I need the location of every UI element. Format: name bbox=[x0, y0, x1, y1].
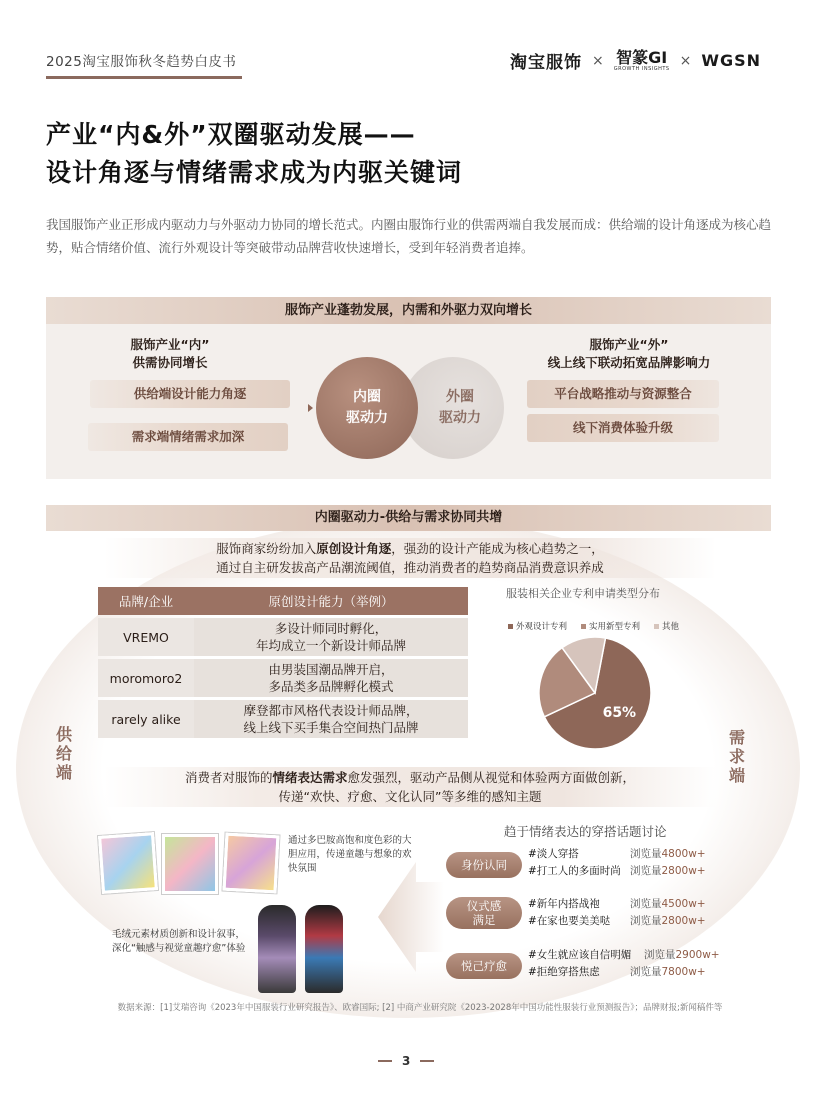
page-dash bbox=[420, 1060, 434, 1062]
legend-item bbox=[654, 620, 679, 632]
partner-logos bbox=[510, 48, 761, 73]
views-row bbox=[630, 846, 706, 863]
views-label: 浏览量 bbox=[630, 898, 662, 910]
logo-separator: × bbox=[592, 52, 604, 69]
capability-line-1: 由男装国潮品牌开启， bbox=[268, 662, 394, 677]
pie-chart-title: 服装相关企业专利申请类型分布 bbox=[506, 587, 660, 600]
legend-label: 实用新型专利 bbox=[589, 622, 641, 632]
table-header-capability: 原创设计能力（举例） bbox=[194, 587, 468, 615]
inner-circle-line-2: 驱动力 bbox=[346, 410, 388, 426]
capability-line-2: 多品类多品牌孵化模式 bbox=[268, 679, 394, 694]
topic-tag: #新年内搭战袍 bbox=[528, 898, 600, 910]
legend-item bbox=[508, 620, 567, 632]
views-label: 浏览量 bbox=[630, 848, 662, 860]
demand-banner-line-2: 传递“欢快、疗愈、文化认同”等多维的感知主题 bbox=[278, 789, 542, 804]
table-header-row bbox=[98, 587, 468, 615]
topic-self-healing bbox=[446, 953, 522, 979]
topics-title: 趋于情绪表达的穿搭话题讨论 bbox=[504, 824, 667, 839]
outer-circle-line-1: 外圈 bbox=[446, 389, 474, 405]
zhizhuan-logo-text: 智篆GI bbox=[616, 47, 668, 67]
views-value: 2800w+ bbox=[661, 865, 706, 877]
outer-circle-line-2: 驱动力 bbox=[439, 410, 481, 426]
topic-label-line-1: 仪式感 bbox=[466, 899, 502, 913]
legend-label: 外观设计专利 bbox=[516, 622, 568, 632]
views-row bbox=[630, 863, 706, 880]
patent-pie-chart bbox=[536, 634, 654, 752]
zhizhuan-logo-sub: GROWTH INSIGHTS bbox=[613, 65, 670, 72]
capability-cell bbox=[194, 700, 468, 738]
demand-banner-b: 情绪表达需求 bbox=[272, 770, 348, 785]
logo-separator: × bbox=[679, 52, 692, 69]
note-dopamine: 通过多巴胺高饱和度色彩的大胆应用，传递童趣与想象的欢快氛围 bbox=[288, 835, 412, 874]
data-source-note: 数据来源：[1]艾瑞咨询《2023年中国服装行业研究报告》、欧睿国际; [2] 中商产业研究院《2023-2028年中国功能性服装行业预测报告》；品牌财报;新闻稿件等 bbox=[117, 1003, 723, 1013]
views-label: 浏览量 bbox=[630, 966, 662, 978]
topic-tag: #打工人的多面时尚 bbox=[528, 865, 621, 877]
brand-cell: VREMO bbox=[98, 618, 194, 656]
inner-heading-line-2: 供需协同增长 bbox=[132, 355, 208, 370]
page-headline bbox=[46, 116, 462, 192]
capability-cell bbox=[194, 659, 468, 697]
topic-tag: #淡人穿搭 bbox=[528, 848, 579, 860]
views-row bbox=[630, 964, 720, 981]
headline-line-2: 设计角逐与情绪需求成为内驱关键词 bbox=[46, 158, 463, 187]
supply-banner-a: 服饰商家纷纷加入 bbox=[216, 541, 317, 556]
inner-circle bbox=[316, 357, 418, 459]
legend-item bbox=[581, 620, 640, 632]
topic-tag: #拒绝穿搭焦虑 bbox=[528, 966, 600, 978]
topic-tags bbox=[528, 846, 621, 880]
pie-data-label: 65% bbox=[602, 704, 637, 721]
demand-banner bbox=[104, 767, 716, 807]
views-value: 7800w+ bbox=[661, 966, 706, 978]
supply-banner bbox=[104, 538, 716, 578]
topic-tags bbox=[528, 947, 631, 981]
demand-banner-line-1 bbox=[104, 768, 716, 787]
model-photo bbox=[258, 905, 296, 993]
topic-label: 身份认同 bbox=[446, 852, 522, 878]
model-photo bbox=[305, 905, 343, 993]
capability-cell bbox=[194, 618, 468, 656]
page-number-value: 3 bbox=[402, 1054, 411, 1068]
product-photo bbox=[98, 832, 158, 894]
brand-cell: rarely alike bbox=[98, 700, 194, 738]
inner-heading-line-1: 服饰产业“内” bbox=[130, 337, 210, 352]
topic-identity bbox=[446, 852, 522, 878]
capability-line-2: 年均成立一个新设计师品牌 bbox=[255, 638, 406, 653]
views-label: 浏览量 bbox=[630, 915, 662, 927]
zhizhuan-logo bbox=[613, 47, 670, 72]
topic-ritual bbox=[446, 897, 522, 929]
demand-side-label: 需求端 bbox=[728, 728, 745, 785]
pie-legend bbox=[508, 620, 679, 632]
demand-banner-a: 消费者对服饰的 bbox=[184, 770, 273, 785]
topic-views bbox=[630, 846, 706, 880]
topic-tags bbox=[528, 896, 610, 930]
page-dash bbox=[378, 1060, 392, 1062]
table-row bbox=[98, 700, 468, 738]
legend-swatch bbox=[581, 624, 586, 629]
product-photo bbox=[162, 834, 218, 894]
outer-column-heading bbox=[524, 336, 734, 372]
intro-paragraph: 我国服饰产业正形成内驱动力与外驱动力协同的增长范式。内圈由服饰行业的供需两端自我发展而成：供给端的设计角逐成为核心趋势，贴合情绪价值、流行外观设计等突破带动品牌营收快速增长，受到年轻消费者追捧。 bbox=[46, 217, 772, 255]
views-value: 2900w+ bbox=[675, 949, 720, 961]
report-title: 2025淘宝服饰秋冬趋势白皮书 bbox=[46, 54, 237, 70]
section-inner-drive-title: 内圈驱动力-供给与需求协同共增 bbox=[46, 505, 771, 531]
section-dual-drive-title: 服饰产业蓬勃发展，内需和外驱力双向增长 bbox=[46, 297, 771, 324]
outer-item-platform: 平台战略推动与资源整合 bbox=[527, 380, 719, 408]
outer-item-offline: 线下消费体验升级 bbox=[527, 414, 719, 442]
views-row bbox=[630, 896, 706, 913]
outer-heading-line-1: 服饰产业“外” bbox=[589, 337, 669, 352]
table-row bbox=[98, 659, 468, 697]
topic-label-line-2: 满足 bbox=[472, 913, 496, 927]
capability-line-2: 线上线下买手集合空间热门品牌 bbox=[243, 720, 419, 735]
topic-views bbox=[630, 947, 720, 981]
views-value: 4800w+ bbox=[661, 848, 706, 860]
left-arrow-icon bbox=[378, 862, 444, 972]
views-row bbox=[644, 947, 720, 964]
topic-tag: #女生就应该自信明媚 bbox=[528, 949, 632, 961]
views-label: 浏览量 bbox=[644, 949, 676, 961]
product-photo bbox=[223, 833, 280, 894]
legend-swatch bbox=[508, 624, 513, 629]
capability-line-1: 摩登都市风格代表设计师品牌， bbox=[243, 703, 419, 718]
inner-circle-line-1: 内圈 bbox=[353, 389, 381, 405]
demand-banner-c: 愈发强烈，驱动产品侧从视觉和体验两方面做创新， bbox=[347, 770, 636, 785]
supply-banner-line-1 bbox=[104, 539, 716, 558]
views-value: 2800w+ bbox=[661, 915, 706, 927]
capability-line-1: 多设计师同时孵化， bbox=[274, 621, 388, 636]
table-row bbox=[98, 618, 468, 656]
headline-line-1: 产业“内&外”双圈驱动发展—— bbox=[46, 120, 416, 149]
outer-heading-line-2: 线上线下联动拓宽品牌影响力 bbox=[547, 355, 711, 370]
views-value: 4500w+ bbox=[661, 898, 706, 910]
supply-side-label: 供给端 bbox=[55, 725, 72, 782]
topic-label: 悦己疗愈 bbox=[446, 953, 522, 979]
note-plush: 毛绒元素材质创新和设计叙事，深化“触感与视觉童趣疗愈”体验 bbox=[112, 929, 246, 954]
arrow-left-icon bbox=[308, 404, 313, 412]
legend-swatch bbox=[654, 624, 659, 629]
inner-item-demand: 需求端情绪需求加深 bbox=[88, 423, 288, 451]
views-row bbox=[630, 913, 706, 930]
page-number bbox=[378, 1054, 434, 1068]
wgsn-logo: WGSN bbox=[701, 51, 762, 70]
brand-design-table bbox=[98, 584, 468, 741]
brand-cell: moromoro2 bbox=[98, 659, 194, 697]
table-header-brand: 品牌/企业 bbox=[98, 587, 194, 615]
topic-tag: #在家也要美美哒 bbox=[528, 915, 611, 927]
supply-banner-line-2: 通过自主研发拔高产品潮流阈值，推动消费者的趋势商品消费意识养成 bbox=[216, 560, 604, 575]
views-label: 浏览量 bbox=[630, 865, 662, 877]
topic-label bbox=[446, 897, 522, 929]
topic-views bbox=[630, 896, 706, 930]
legend-label: 其他 bbox=[662, 622, 680, 632]
supply-banner-b: 原创设计角逐 bbox=[316, 541, 392, 556]
inner-column-heading bbox=[96, 336, 244, 372]
supply-banner-c: ，强劲的设计产能成为核心趋势之一， bbox=[391, 541, 604, 556]
header-underline bbox=[46, 76, 242, 79]
inner-item-supply: 供给端设计能力角逐 bbox=[90, 380, 290, 408]
taobao-fushi-logo: 淘宝服饰 bbox=[510, 53, 582, 73]
